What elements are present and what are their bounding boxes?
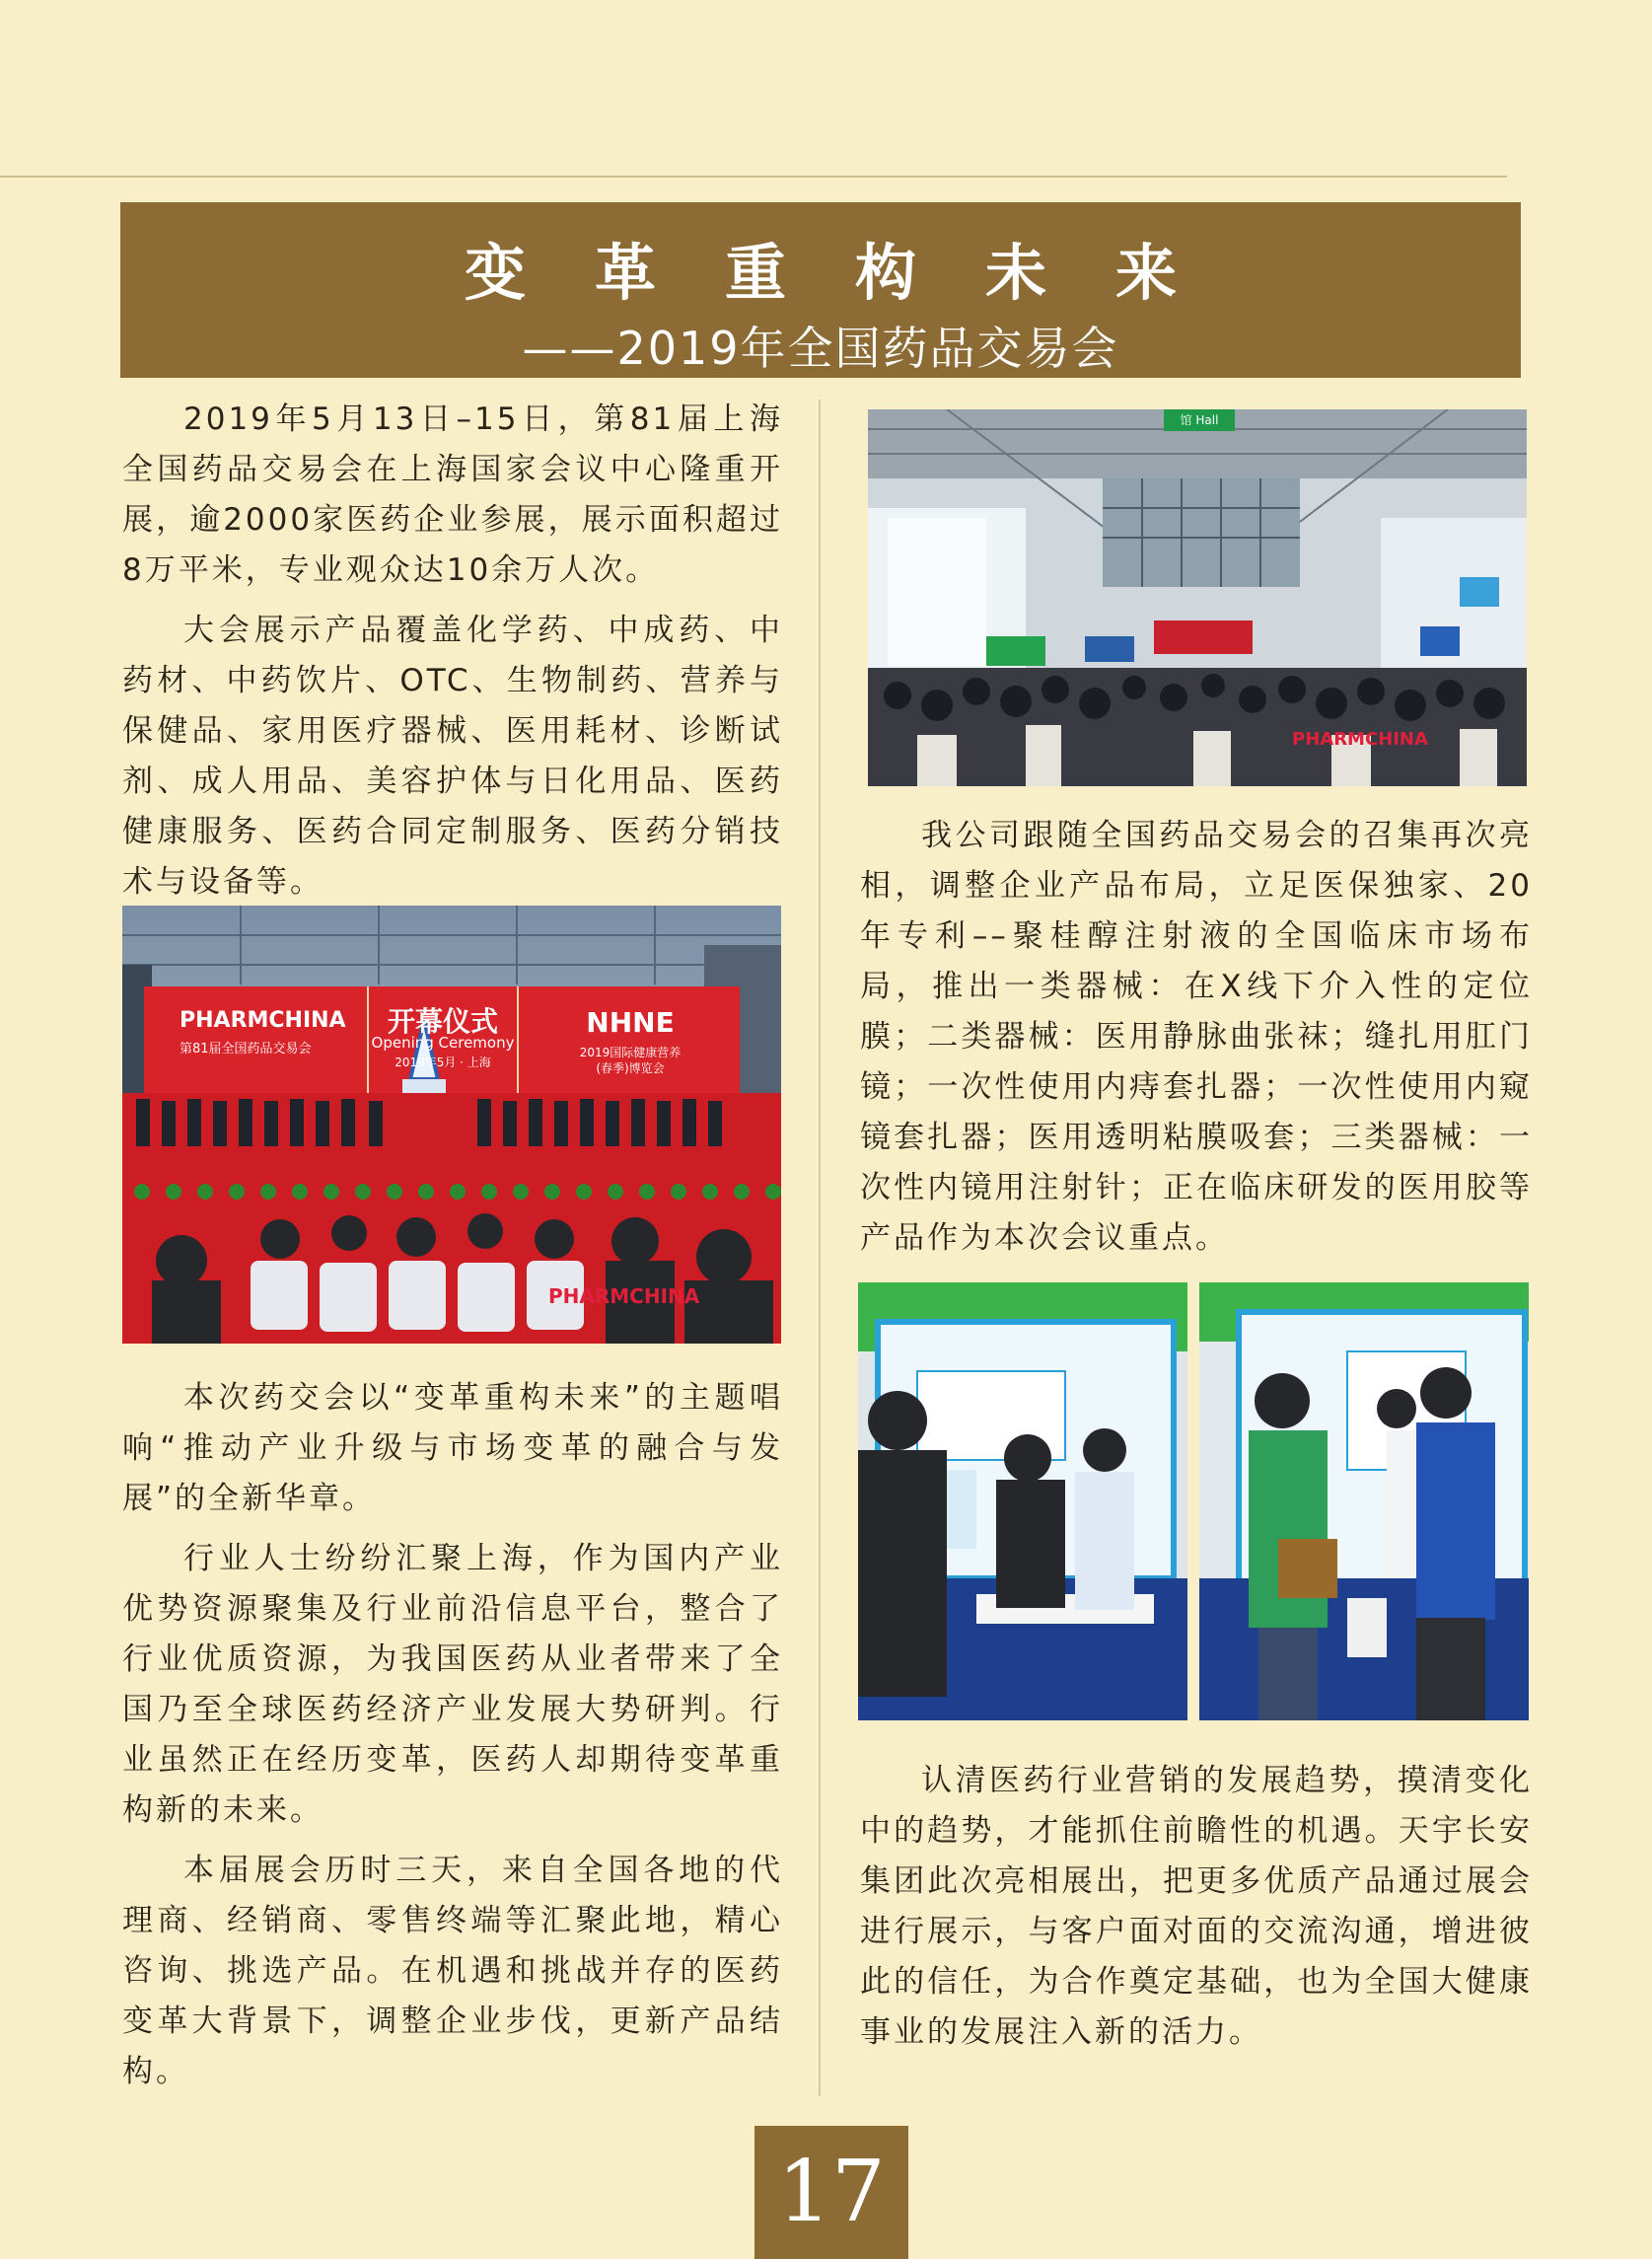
paragraph: 行业人士纷纷汇聚上海，作为国内产业优势资源聚集及行业前沿信息平台，整合了行业优质资源，为我国医药从业者带来了全国乃至全球医药经济产业发展大势研判。行业虽然正在经历变革，医药人却期待变革重构新的未来。 (122, 1541, 783, 1828)
banner-text: 开幕仪式 (387, 1005, 498, 1038)
column-divider (819, 400, 821, 2096)
paragraph: 我公司跟随全国药品交易会的召集再次亮相，调整企业产品布局，立足医保独家、20年专利––聚桂醇注射液的全国临床市场布局，推出一类器械：在X线下介入性的定位膜；二类器械：医用静脉曲张袜；缝扎用肛门镜；一次性使用内痔套扎器；一次性使用内窥镜套扎器；医用透明粘膜吸套；三类器械：一次性内镜用注射针；正在临床研发的医用胶等产品作为本次会议重点。 (860, 818, 1533, 1256)
banner-text: PHARMCHINA (180, 1008, 346, 1033)
opening-ceremony-photo (122, 906, 781, 1344)
banner-text: NHNE (586, 1006, 675, 1039)
page-title: 变革重构未来 (464, 237, 1246, 309)
banner-text: Opening Ceremony (371, 1034, 515, 1052)
booth-photo-left (858, 1282, 1187, 1720)
banner-text: 2019国际健康营养 (579, 1046, 682, 1059)
paragraph: 认清医药行业营销的发展趋势，摸清变化中的趋势，才能抓住前瞻性的机遇。天宇长安集团此次亮相展出，把更多优质产品通过展会进行展示，与客户面对面的交流沟通，增进彼此的信任，为合作奠定基础，也为全国大健康事业的发展注入新的活力。 (860, 1763, 1533, 2050)
page-subtitle: ——2019年全国药品交易会 (522, 322, 1119, 375)
hall-sign: 馆 Hall (1180, 413, 1219, 427)
paragraph: 2019年5月13日–15日，第81届上海全国药品交易会在上海国家会议中心隆重开展，逾2000家医药企业参展，展示面积超过8万平米，专业观众达10余万人次。 (122, 401, 783, 588)
paragraph: 大会展示产品覆盖化学药、中成药、中药材、中药饮片、OTC、生物制药、营养与保健品、家用医疗器械、医用耗材、诊断试剂、成人用品、美容护体与日化用品、医药健康服务、医药合同定制服务、医药分销技术与设备等。 (122, 613, 783, 900)
booth-photo-right (1199, 1282, 1529, 1720)
page-number: 17 (754, 2126, 908, 2259)
title-banner (120, 202, 1521, 378)
watermark: PHARMCHINA (1292, 729, 1428, 750)
left-column-bottom (122, 1373, 783, 2097)
banner-text: 2019年5月 · 上海 (395, 1056, 491, 1069)
paragraph: 本次药交会以“变革重构未来”的主题唱响“推动产业升级与市场变革的融合与发展”的全新华章。 (122, 1380, 783, 1516)
watermark: PHARMCHINA (548, 1284, 700, 1308)
paragraph: 本届展会历时三天，来自全国各地的代理商、经销商、零售终端等汇聚此地，精心咨询、挑选产品。在机遇和挑战并存的医药变革大背景下，调整企业步伐，更新产品结构。 (122, 1853, 783, 2089)
banner-text: 第81届全国药品交易会 (180, 1042, 312, 1057)
top-rule (0, 176, 1507, 178)
banner-text: (春季)博览会 (596, 1061, 665, 1075)
exhibition-hall-photo (868, 409, 1527, 786)
right-column-bottom (860, 1756, 1533, 2058)
left-column-top (122, 395, 783, 908)
right-column-top (860, 811, 1533, 1264)
